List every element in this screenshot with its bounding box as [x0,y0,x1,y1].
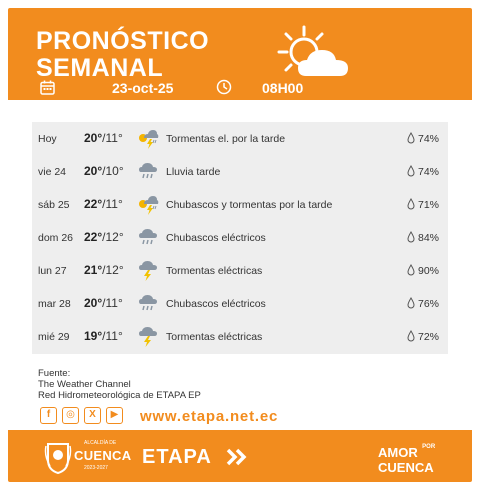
page-title [36,28,276,82]
temperature: 22°/11° [84,197,123,211]
temp-max: 19° [84,329,103,343]
humidity-value: 71% [418,199,440,211]
facebook-icon[interactable]: f [40,407,57,424]
por-text: POR [422,444,436,450]
day-label: dom 26 [38,232,74,244]
alcaldia-cuenca-logo [44,440,132,474]
clock-icon [216,79,232,95]
humidity-value: 72% [418,331,440,343]
temp-min: 10° [105,164,124,178]
day-label: mié 29 [38,331,70,343]
table-row [32,254,448,287]
day-label: lun 27 [38,265,67,277]
temp-min: 11° [105,296,123,310]
weather-description: Tormentas el. por la tarde [166,133,286,145]
source-line-1: The Weather Channel [38,379,131,390]
weather-description: Chubascos eléctricos [166,232,266,244]
humidity-drop-icon [407,132,415,144]
temp-max: 20° [84,164,103,178]
temp-max: 22° [84,197,103,211]
humidity-drop-icon [407,231,415,243]
temp-min: 11° [105,329,123,343]
table-row [32,287,448,320]
day-label: mar 28 [38,298,71,310]
temperature: 20°/11° [84,131,123,145]
humidity-value: 84% [418,232,440,244]
table-row [32,221,448,254]
temp-min: 12° [105,263,124,277]
amor-text: AMOR [378,445,418,460]
amor-por-cuenca-logo [378,444,435,475]
footer [8,430,472,482]
temp-max: 20° [84,296,103,310]
etapa-logo: ETAPA [142,446,212,468]
humidity-drop-icon [407,198,415,210]
humidity-value: 90% [418,265,440,277]
temperature: 20°/11° [84,296,123,310]
temp-min: 11° [105,197,123,211]
temperature: 22°/12° [84,230,124,244]
table-row [32,122,448,155]
temp-min: 12° [105,230,124,244]
content-panel [8,100,472,430]
source-line-2: Red Hidrometeorológica de ETAPA EP [38,390,201,401]
date-time-row [40,78,340,98]
forecast-table [32,122,448,354]
weather-description: Chubascos y tormentas por la tarde [166,199,333,211]
forecast-time: 08H00 [262,80,304,96]
website-link[interactable]: www.etapa.net.ec [140,408,279,425]
title-line-2: SEMANAL [36,54,164,82]
rain-icon [136,291,160,315]
thunderstorm-icon [136,258,160,282]
day-label: Hoy [38,133,57,145]
temperature: 21°/12° [84,263,124,277]
weather-description: Chubascos eléctricos [166,298,266,310]
youtube-icon[interactable]: ▶ [106,407,123,424]
cuenca-text: CUENCA [378,460,434,475]
forecast-date: 23-oct-25 [112,80,174,96]
table-row [32,320,448,353]
calendar-icon [40,80,55,95]
day-label: vie 24 [38,166,67,178]
rain-icon [136,225,160,249]
temperature: 20°/10° [84,164,124,178]
humidity-drop-icon [407,165,415,177]
city-crest-icon [44,440,72,474]
temp-max: 21° [84,263,103,277]
x-icon[interactable]: X [84,407,101,424]
weather-description: Tormentas eléctricas [166,331,263,343]
temp-max: 22° [84,230,103,244]
rain-icon [136,159,160,183]
table-row [32,155,448,188]
temp-min: 11° [105,131,123,145]
source-credits [38,368,201,401]
double-chevron-icon [226,448,248,466]
cuenca-small-text: ALCALDÍA DE [84,440,117,446]
temp-max: 20° [84,131,103,145]
cuenca-years: 2023-2027 [84,465,108,471]
weather-description: Tormentas eléctricas [166,265,263,277]
humidity-drop-icon [407,264,415,276]
temperature: 19°/11° [84,329,123,343]
weather-description: Lluvia tarde [166,166,221,178]
humidity-value: 76% [418,298,440,310]
cuenca-name: CUENCA [74,448,132,463]
source-label: Fuente: [38,368,71,379]
title-line-1: PRONÓSTICO [36,27,210,55]
table-row [32,188,448,221]
sun-thunderstorm-icon [136,192,160,216]
humidity-drop-icon [407,297,415,309]
sun-thunderstorm-icon [136,126,160,150]
thunderstorm-icon [136,324,160,348]
day-label: sáb 25 [38,199,70,211]
forecast-card [8,8,472,482]
instagram-icon[interactable]: ◎ [62,407,79,424]
sun-behind-cloud-icon [276,24,356,82]
humidity-value: 74% [418,166,440,178]
humidity-value: 74% [418,133,440,145]
humidity-drop-icon [407,330,415,342]
